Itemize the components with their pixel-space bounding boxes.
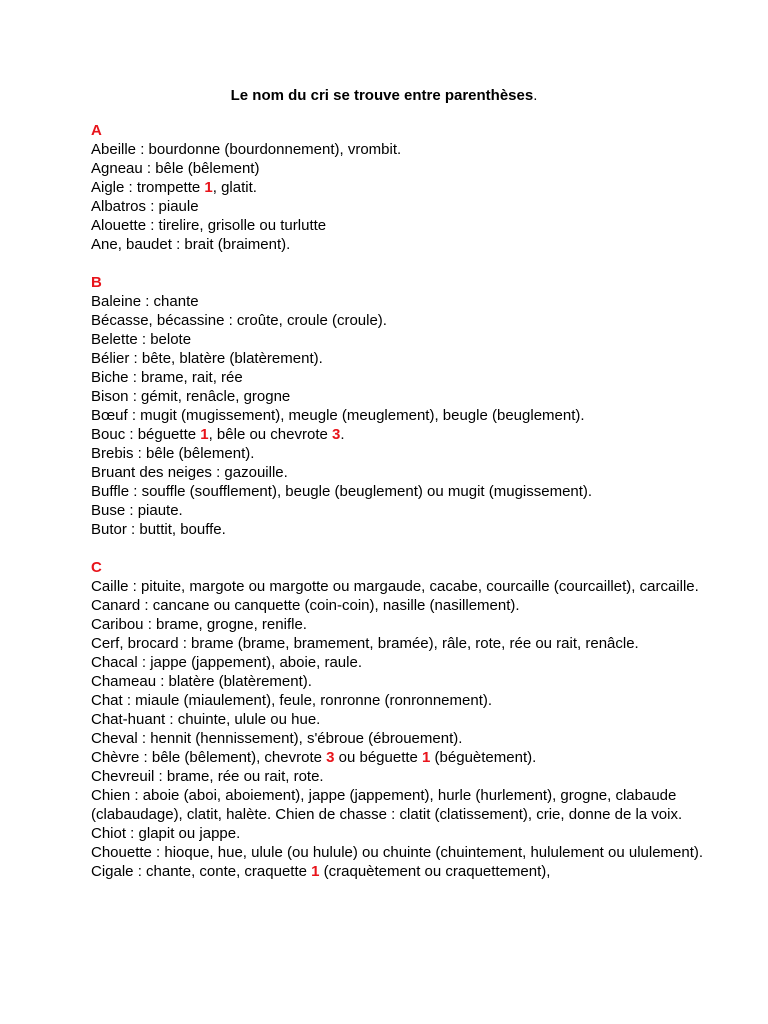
section-c bbox=[91, 558, 711, 881]
entry-line bbox=[91, 387, 711, 406]
entry-line bbox=[91, 786, 711, 843]
entry-text: Chat : miaule (miaulement), feule, ronronne (ronronnement). bbox=[91, 692, 493, 709]
entry-line bbox=[91, 330, 711, 349]
entry-text: Biche : brame, rait, rée bbox=[91, 369, 243, 386]
page-title bbox=[0, 86, 768, 105]
entry-text: (béguètement). bbox=[430, 749, 537, 766]
reference-number: 1 bbox=[422, 749, 431, 766]
section-letter: A bbox=[91, 122, 102, 139]
entry-line bbox=[91, 425, 711, 444]
entry-text: , bêle ou chevrote bbox=[208, 426, 333, 443]
title-text: Le nom du cri se trouve entre parenthèses bbox=[230, 87, 534, 104]
entry-text: Cheval : hennit (hennissement), s'ébroue (ébrouement). bbox=[91, 730, 463, 747]
entry-line bbox=[91, 862, 711, 881]
entry-text: Brebis : bêle (bêlement). bbox=[91, 445, 255, 462]
reference-number: 1 bbox=[200, 426, 209, 443]
entry-text: Bélier : bête, blatère (blatèrement). bbox=[91, 350, 323, 367]
entry-text: Bouc : béguette bbox=[91, 426, 201, 443]
reference-number: 1 bbox=[311, 863, 320, 880]
entry-line bbox=[91, 463, 711, 482]
entry-text: Alouette : tirelire, grisolle ou turlutte bbox=[91, 217, 327, 234]
entry-text: Chouette : hioque, hue, ulule (ou hulule) ou chuinte (chuintement, hululement ou ululement). bbox=[91, 844, 704, 861]
entry-text: Caribou : brame, grogne, renifle. bbox=[91, 616, 307, 633]
entry-text: Agneau : bêle (bêlement) bbox=[91, 160, 260, 177]
entry-line bbox=[91, 843, 711, 862]
entry-text: Chacal : jappe (jappement), aboie, raule. bbox=[91, 654, 362, 671]
entry-line bbox=[91, 615, 711, 634]
entry-line bbox=[91, 501, 711, 520]
entry-line bbox=[91, 349, 711, 368]
entry-text: Bison : gémit, renâcle, grogne bbox=[91, 388, 291, 405]
entry-text: Chameau : blatère (blatèrement). bbox=[91, 673, 312, 690]
entry-text: Aigle : trompette bbox=[91, 179, 205, 196]
entry-text: Caille : pituite, margote ou margotte ou margaude, cacabe, courcaille (courcaillet), carcaille. bbox=[91, 578, 699, 595]
entry-line bbox=[91, 596, 711, 615]
entry-text: Chèvre : bêle (bêlement), chevrote bbox=[91, 749, 327, 766]
reference-number: 3 bbox=[326, 749, 335, 766]
entry-text: Chat-huant : chuinte, ulule ou hue. bbox=[91, 711, 321, 728]
entry-line bbox=[91, 444, 711, 463]
entry-text: Baleine : chante bbox=[91, 293, 199, 310]
entry-line bbox=[91, 672, 711, 691]
entry-text: Ane, baudet : brait (braiment). bbox=[91, 236, 291, 253]
entry-text: Bœuf : mugit (mugissement), meugle (meuglement), beugle (beuglement). bbox=[91, 407, 585, 424]
entry-text: Cerf, brocard : brame (brame, bramement, bramée), râle, rote, rée ou rait, renâcle. bbox=[91, 635, 639, 652]
entry-line bbox=[91, 159, 711, 178]
section-letter: B bbox=[91, 274, 102, 291]
entry-line bbox=[91, 235, 711, 254]
entry-line bbox=[91, 691, 711, 710]
entry-text: Butor : buttit, bouffe. bbox=[91, 521, 226, 538]
entry-text: Abeille : bourdonne (bourdonnement), vrombit. bbox=[91, 141, 402, 158]
entry-text: , glatit. bbox=[212, 179, 257, 196]
entry-line bbox=[91, 178, 711, 197]
entry-line bbox=[91, 710, 711, 729]
entry-text: Bruant des neiges : gazouille. bbox=[91, 464, 288, 481]
entry-line bbox=[91, 634, 711, 653]
entry-list bbox=[91, 121, 711, 900]
entry-text: Belette : belote bbox=[91, 331, 192, 348]
entry-text: Buse : piaute. bbox=[91, 502, 183, 519]
section-letter: C bbox=[91, 559, 102, 576]
entry-line bbox=[91, 729, 711, 748]
section-a bbox=[91, 121, 711, 254]
entry-line bbox=[91, 748, 711, 767]
entry-line bbox=[91, 197, 711, 216]
entry-text: Buffle : souffle (soufflement), beugle (beuglement) ou mugit (mugissement). bbox=[91, 483, 593, 500]
title-period: . bbox=[533, 87, 538, 104]
entry-text: Cigale : chante, conte, craquette bbox=[91, 863, 312, 880]
reference-number: 3 bbox=[332, 426, 341, 443]
entry-text: . bbox=[340, 426, 345, 443]
entry-line bbox=[91, 482, 711, 501]
entry-line bbox=[91, 520, 711, 539]
entry-line bbox=[91, 140, 711, 159]
entry-text: Chevreuil : brame, rée ou rait, rote. bbox=[91, 768, 324, 785]
entry-line bbox=[91, 577, 711, 596]
entry-text: ou béguette bbox=[334, 749, 423, 766]
reference-number: 1 bbox=[204, 179, 213, 196]
entry-text: Albatros : piaule bbox=[91, 198, 199, 215]
entry-line bbox=[91, 653, 711, 672]
entry-line bbox=[91, 767, 711, 786]
entry-line bbox=[91, 292, 711, 311]
entry-line bbox=[91, 216, 711, 235]
entry-line bbox=[91, 311, 711, 330]
entry-text: (craquètement ou craquettement), bbox=[319, 863, 551, 880]
section-b bbox=[91, 273, 711, 539]
entry-line bbox=[91, 406, 711, 425]
entry-text: Chien : aboie (aboi, aboiement), jappe (jappement), hurle (hurlement), grogne, clabaude (clabaudage), clatit, halète. Chien de chasse : clatit (clatissement), crie, donne de la voix. Chiot : glapit ou jappe. bbox=[91, 787, 683, 842]
entry-text: Canard : cancane ou canquette (coin-coin), nasille (nasillement). bbox=[91, 597, 520, 614]
entry-line bbox=[91, 368, 711, 387]
entry-text: Bécasse, bécassine : croûte, croule (croule). bbox=[91, 312, 387, 329]
